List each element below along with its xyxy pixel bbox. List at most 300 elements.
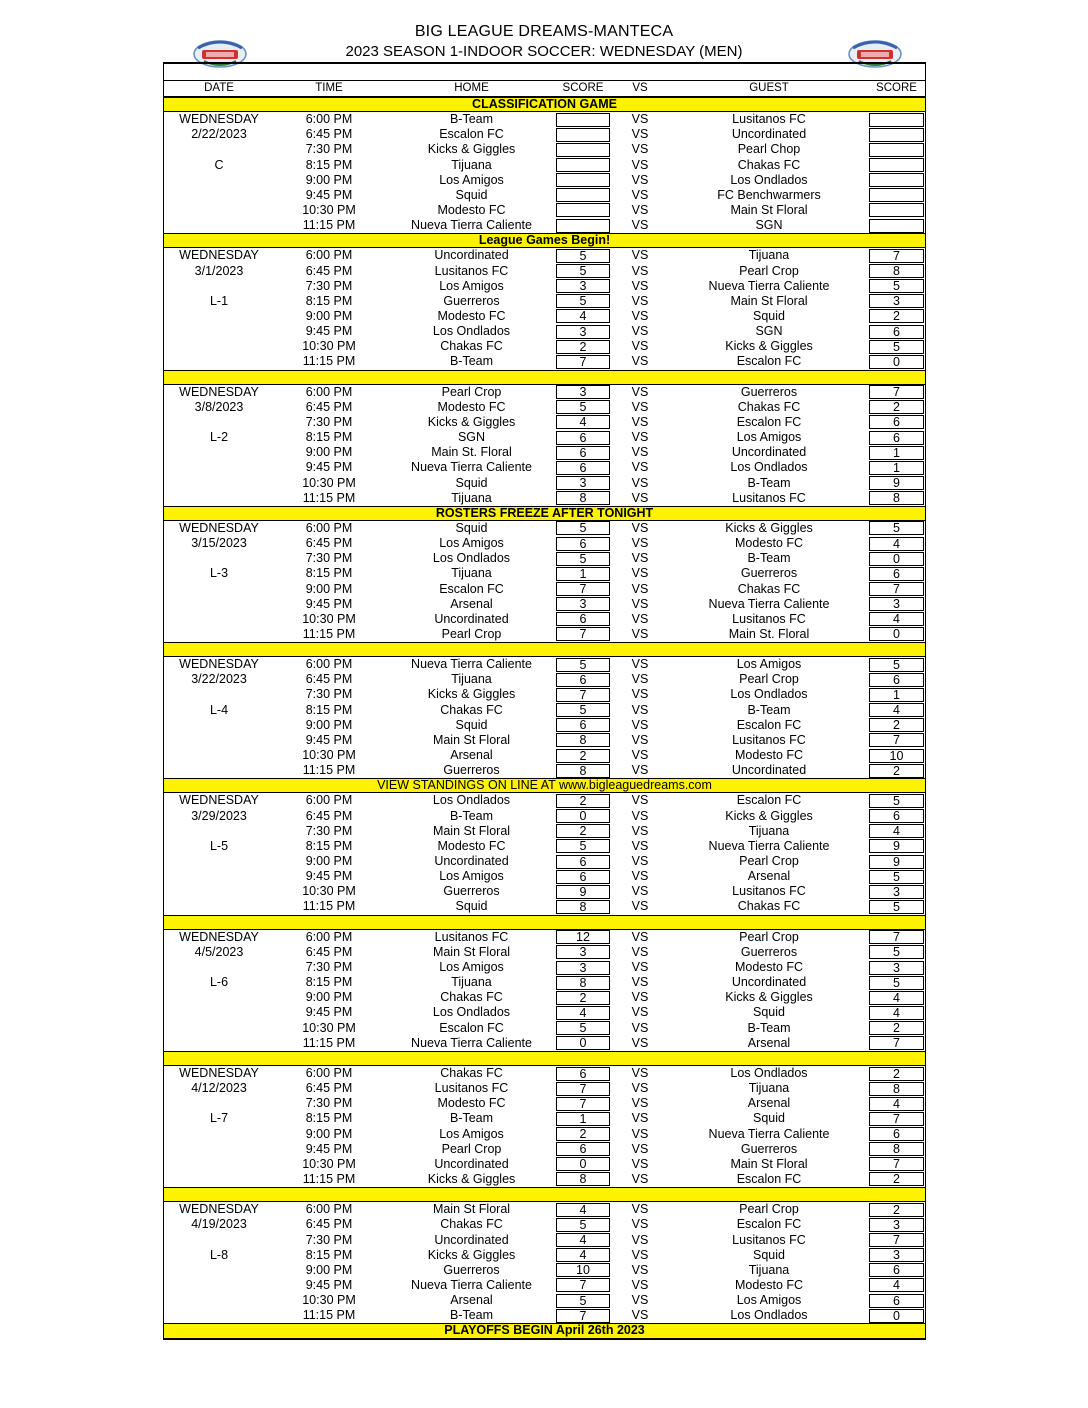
guest-team: Chakas FC [737,899,801,914]
game-row [164,1157,925,1172]
home-score: 0 [556,809,610,823]
game-row [164,1293,925,1308]
round-label: L-3 [209,566,229,581]
home-team: Lusitanos FC [434,1081,509,1096]
vs-label: VS [631,293,649,308]
game-row [164,1066,925,1081]
game-row [164,1308,925,1323]
home-team: Pearl Crop [441,384,502,399]
home-team: Squid [455,899,488,914]
home-score: 5 [556,839,610,853]
home-team: Los Ondlados [432,1005,511,1020]
guest-score: 0 [869,355,924,369]
home-score: 7 [556,582,610,596]
round-label: C [214,157,224,172]
game-time: 9:00 PM [305,854,353,869]
vs-label: VS [631,748,649,763]
guest-team: Escalon FC [736,1171,802,1186]
game-time: 9:45 PM [305,1005,353,1020]
guest-team: FC Benchwarmers [717,187,821,202]
guest-team: Main St. Floral [728,626,810,641]
page-subtitle: 2023 SEASON 1-INDOOR SOCCER: WEDNESDAY (MEN) [345,43,743,60]
game-row [164,385,925,400]
guest-team: Lusitanos FC [732,112,806,127]
home-score: 10 [556,1263,610,1277]
game-time: 8:15 PM [305,975,353,990]
game-time: 11:15 PM [302,218,356,233]
home-score: 5 [556,1218,610,1232]
home-score: 8 [556,976,610,990]
guest-score [869,113,924,127]
guest-score: 7 [869,733,924,747]
col-guest: GUEST [749,82,789,94]
guest-score: 7 [869,1233,924,1247]
game-row [164,203,925,218]
home-score: 6 [556,718,610,732]
vs-label: VS [631,1111,649,1126]
game-time: 8:15 PM [305,430,353,445]
vs-label: VS [631,838,649,853]
home-team: Los Ondlados [432,793,511,808]
game-row [164,582,925,597]
game-row [164,521,925,536]
game-time: 6:00 PM [305,657,353,672]
vs-label: VS [631,339,649,354]
home-team: B-Team [449,354,494,369]
home-team: Los Amigos [439,1126,504,1141]
guest-score: 8 [869,1142,924,1156]
game-row [164,339,925,354]
guest-score: 4 [869,703,924,717]
vs-label: VS [631,354,649,369]
home-score [556,128,610,142]
guest-score: 9 [869,476,924,490]
home-score: 8 [556,1172,610,1186]
home-score: 3 [556,385,610,399]
guest-score [869,158,924,172]
game-time: 7:30 PM [305,551,353,566]
guest-team: Squid [753,1005,785,1020]
vs-label: VS [631,263,649,278]
section-banner: VIEW STANDINGS ON LINE AT www.bigleaguedreams.com [164,778,925,793]
home-team: Chakas FC [440,1217,503,1232]
home-score: 4 [556,415,610,429]
home-team: Tijuana [451,490,492,505]
home-team: Chakas FC [440,990,503,1005]
game-row [164,551,925,566]
guest-team: Los Amigos [736,1293,802,1308]
home-team: Guerreros [443,884,500,899]
guest-team: Guerreros [740,1141,798,1156]
game-row [164,1278,925,1293]
home-score: 0 [556,1036,610,1050]
home-score: 2 [556,991,610,1005]
game-time: 7:30 PM [305,142,353,157]
game-row [164,158,925,173]
home-score [556,188,610,202]
guest-team: Lusitanos FC [732,1232,806,1247]
game-row [164,884,925,899]
guest-score [869,219,924,233]
game-date: 3/29/2023 [191,808,247,823]
home-team: Squid [455,717,488,732]
guest-score: 2 [869,764,924,778]
home-team: Main St Floral [432,944,511,959]
game-row [164,1172,925,1187]
home-team: Uncordinated [434,1156,509,1171]
game-time: 8:15 PM [305,1111,353,1126]
game-time: 11:15 PM [302,1171,356,1186]
guest-score: 4 [869,537,924,551]
game-row [164,1142,925,1157]
home-score: 2 [556,1127,610,1141]
vs-label: VS [631,1202,649,1217]
home-score: 6 [556,870,610,884]
vs-label: VS [631,884,649,899]
home-score [556,173,610,187]
guest-score: 7 [869,1157,924,1171]
game-date: 3/1/2023 [194,263,244,278]
vs-label: VS [631,732,649,747]
vs-label: VS [631,1081,649,1096]
game-row [164,1111,925,1126]
game-time: 9:00 PM [305,717,353,732]
home-team: Nueva Tierra Caliente [411,460,532,475]
guest-team: Los Amigos [736,430,802,445]
vs-label: VS [631,1247,649,1262]
guest-team: B-Team [747,702,791,717]
guest-score: 5 [869,794,924,808]
guest-score: 9 [869,855,924,869]
game-time: 10:30 PM [302,1020,356,1035]
game-time: 9:00 PM [305,308,353,323]
home-team: Arsenal [450,1293,493,1308]
vs-label: VS [631,142,649,157]
home-team: Uncordinated [434,611,509,626]
guest-team: Pearl Crop [739,1202,799,1217]
game-time: 9:00 PM [305,445,353,460]
vs-label: VS [631,657,649,672]
col-home-score: SCORE [562,82,604,94]
vs-label: VS [631,1293,649,1308]
game-date: 3/8/2023 [194,399,244,414]
vs-label: VS [631,1308,649,1323]
home-team: Tijuana [451,975,492,990]
guest-score: 5 [869,900,924,914]
home-team: Los Amigos [439,172,504,187]
home-score: 5 [556,658,610,672]
game-row [164,1217,925,1232]
guest-team: Tijuana [748,248,790,263]
game-time: 9:00 PM [305,990,353,1005]
guest-team: Kicks & Giggles [725,520,813,535]
game-date: 4/19/2023 [191,1217,247,1232]
game-time: 10:30 PM [302,884,356,899]
guest-team: Pearl Crop [739,672,799,687]
game-time: 6:00 PM [305,1066,353,1080]
home-team: Nueva Tierra Caliente [411,1035,532,1050]
col-date: DATE [204,82,234,94]
guest-team: Chakas FC [737,157,801,172]
guest-team: Nueva Tierra Caliente [708,278,830,293]
home-team: Lusitanos FC [434,263,509,278]
game-row [164,430,925,445]
vs-label: VS [631,202,649,217]
vs-label: VS [631,460,649,475]
guest-team: Guerreros [740,384,798,399]
game-day: WEDNESDAY [179,248,259,263]
guest-score: 6 [869,415,924,429]
section-banner: ROSTERS FREEZE AFTER TONIGHT [164,506,925,521]
schedule-body [164,97,925,1323]
game-time: 11:15 PM [302,626,356,641]
guest-score: 3 [869,597,924,611]
guest-score: 4 [869,991,924,1005]
vs-label: VS [631,899,649,914]
home-score: 5 [556,552,610,566]
game-row [164,324,925,339]
home-team: Guerreros [443,1262,500,1277]
game-time: 9:00 PM [305,1262,353,1277]
guest-score: 2 [869,1067,924,1081]
guest-score: 1 [869,446,924,460]
home-score: 7 [556,627,610,641]
game-row [164,1081,925,1096]
game-time: 9:45 PM [305,324,353,339]
guest-score: 5 [869,870,924,884]
game-row [164,899,925,914]
vs-label: VS [631,1156,649,1171]
game-date: 4/5/2023 [194,944,244,959]
game-row [164,612,925,627]
game-row [164,1263,925,1278]
home-team: Uncordinated [434,248,509,263]
home-score: 6 [556,537,610,551]
home-team: Chakas FC [440,702,503,717]
home-team: Tijuana [451,566,492,581]
game-row [164,839,925,854]
home-score [556,219,610,233]
vs-label: VS [631,672,649,687]
home-team: Main St. Floral [431,445,512,460]
home-team: Squid [455,475,488,490]
schedule-table [163,62,926,1340]
guest-team: Squid [753,1247,785,1262]
home-score: 1 [556,1112,610,1126]
vs-label: VS [631,1141,649,1156]
home-team: Pearl Crop [441,626,502,641]
home-team: Escalon FC [439,1020,504,1035]
home-score: 7 [556,1278,610,1292]
guest-score: 0 [869,627,924,641]
home-score: 7 [556,1309,610,1323]
guest-team: Tijuana [748,1081,790,1096]
guest-team: Arsenal [747,869,791,884]
game-row [164,657,925,672]
home-team: SGN [457,430,486,445]
home-team: Nueva Tierra Caliente [411,218,532,233]
game-date: 3/15/2023 [191,536,247,551]
home-team: B-Team [449,808,494,823]
home-team: Modesto FC [437,399,506,414]
home-score: 5 [556,249,610,263]
game-time: 7:30 PM [305,278,353,293]
home-score: 6 [556,673,610,687]
guest-score: 4 [869,1006,924,1020]
game-row [164,415,925,430]
vs-label: VS [631,112,649,127]
vs-label: VS [631,960,649,975]
game-time: 6:00 PM [305,112,353,127]
home-team: Nueva Tierra Caliente [411,1277,532,1292]
guest-score [869,203,924,217]
guest-score: 4 [869,612,924,626]
guest-score [869,188,924,202]
home-team: Los Amigos [439,536,504,551]
guest-team: Pearl Crop [739,854,799,869]
game-time: 9:45 PM [305,869,353,884]
game-row [164,809,925,824]
home-score: 8 [556,900,610,914]
game-time: 6:45 PM [305,672,353,687]
home-team: Modesto FC [437,1096,506,1111]
game-time: 6:00 PM [305,520,353,535]
round-label: L-5 [209,838,229,853]
playoffs-banner: PLAYOFFS BEGIN April 26th 2023 [164,1323,925,1338]
guest-team: Nueva Tierra Caliente [708,1126,830,1141]
vs-label: VS [631,869,649,884]
guest-score: 5 [869,279,924,293]
home-score: 7 [556,355,610,369]
guest-score: 8 [869,1082,924,1096]
guest-score: 7 [869,1036,924,1050]
col-time: TIME [315,82,343,94]
guest-score: 5 [869,945,924,959]
home-team: Squid [455,520,488,535]
guest-score: 2 [869,1203,924,1217]
guest-score: 2 [869,1021,924,1035]
guest-team: Nueva Tierra Caliente [708,838,830,853]
home-team: Uncordinated [434,854,509,869]
home-score [556,203,610,217]
home-score [556,158,610,172]
guest-team: Modesto FC [734,536,804,551]
game-row [164,354,925,369]
game-row [164,476,925,491]
game-row [164,1202,925,1217]
guest-score: 7 [869,930,924,944]
game-row [164,597,925,612]
game-time: 6:45 PM [305,944,353,959]
game-row [164,142,925,157]
home-score: 7 [556,688,610,702]
game-row [164,1248,925,1263]
home-team: Los Amigos [439,960,504,975]
page-header [163,22,925,62]
guest-score: 4 [869,824,924,838]
vs-label: VS [631,551,649,566]
home-score: 5 [556,703,610,717]
game-row [164,1096,925,1111]
game-date: 4/12/2023 [191,1081,247,1096]
game-time: 8:15 PM [305,702,353,717]
vs-label: VS [631,157,649,172]
game-time: 8:15 PM [305,293,353,308]
game-row [164,536,925,551]
guest-team: Arsenal [747,1035,791,1050]
section-banner [164,370,925,385]
home-score: 6 [556,612,610,626]
home-score: 4 [556,1006,610,1020]
home-team: Kicks & Giggles [427,1247,516,1262]
guest-score: 0 [869,1309,924,1323]
guest-score: 5 [869,340,924,354]
home-score: 1 [556,567,610,581]
home-score: 4 [556,1233,610,1247]
guest-score: 0 [869,552,924,566]
home-score: 3 [556,279,610,293]
section-banner [164,1051,925,1066]
game-day: WEDNESDAY [179,929,259,944]
vs-label: VS [631,308,649,323]
round-label: L-2 [209,430,229,445]
game-row [164,218,925,233]
guest-score: 7 [869,249,924,263]
game-row [164,975,925,990]
round-label: L-1 [209,293,229,308]
vs-label: VS [631,324,649,339]
guest-team: Chakas FC [737,399,801,414]
vs-label: VS [631,520,649,535]
home-team: Kicks & Giggles [427,414,516,429]
guest-score: 6 [869,1127,924,1141]
game-time: 6:45 PM [305,127,353,142]
vs-label: VS [631,566,649,581]
guest-score: 6 [869,673,924,687]
game-time: 6:45 PM [305,399,353,414]
game-time: 8:15 PM [305,1247,353,1262]
section-banner: CLASSIFICATION GAME [164,97,925,112]
vs-label: VS [631,687,649,702]
round-label: L-4 [209,702,229,717]
col-guest-score: SCORE [876,82,917,94]
game-row [164,1127,925,1142]
game-row [164,793,925,808]
home-score: 4 [556,1248,610,1262]
game-day: WEDNESDAY [179,112,259,127]
home-score: 3 [556,961,610,975]
guest-team: B-Team [747,1020,791,1035]
game-time: 8:15 PM [305,566,353,581]
game-time: 6:00 PM [305,1202,353,1217]
game-time: 8:15 PM [305,157,353,172]
home-score: 6 [556,1067,610,1081]
guest-team: Modesto FC [734,1277,804,1292]
guest-score: 5 [869,521,924,535]
game-time: 11:15 PM [302,1308,356,1323]
game-time: 11:15 PM [302,1035,356,1050]
guest-score: 4 [869,1097,924,1111]
game-row [164,1021,925,1036]
game-time: 6:45 PM [305,1217,353,1232]
guest-team: Nueva Tierra Caliente [708,596,830,611]
section-banner [164,915,925,930]
vs-label: VS [631,1171,649,1186]
col-vs: VS [632,82,648,94]
game-row [164,460,925,475]
guest-team: Squid [753,1111,785,1126]
home-score: 6 [556,431,610,445]
